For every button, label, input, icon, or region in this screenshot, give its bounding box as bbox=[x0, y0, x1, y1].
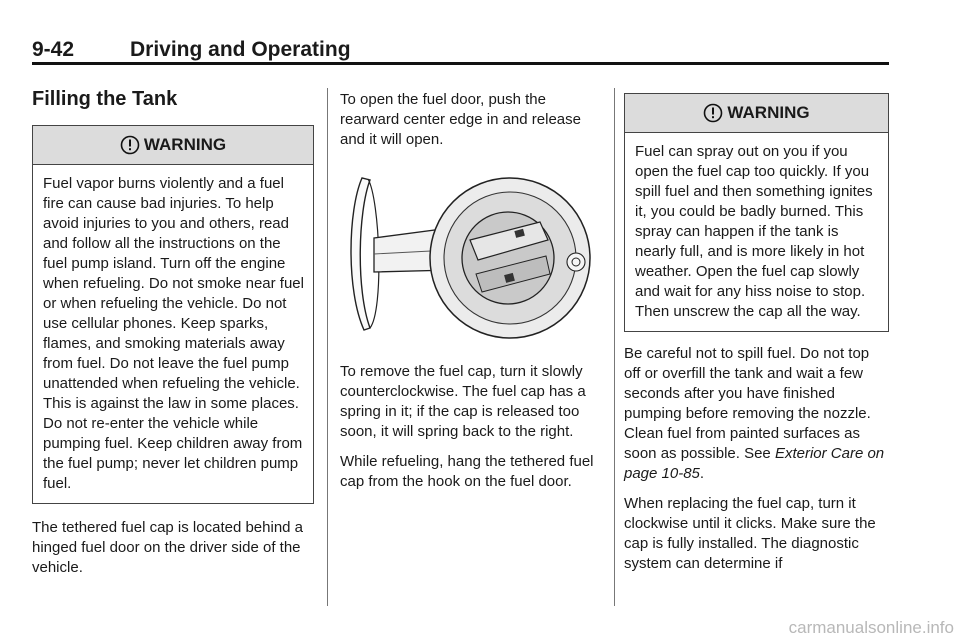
fuel-cap-location-text: The tethered fuel cap is located behind a hinged fuel door on the driver side of the vehicle. bbox=[32, 519, 304, 576]
watermark: carmanualsonline.info bbox=[788, 618, 954, 637]
column-2 bbox=[340, 88, 605, 502]
column-divider-2 bbox=[614, 88, 615, 606]
warning-label: WARNING bbox=[727, 103, 810, 122]
warning-label: WARNING bbox=[143, 135, 227, 154]
page-header bbox=[32, 38, 889, 64]
spill-fuel-text: Be careful not to spill fuel. Do not top off or overfill the tank and wait a few seconds after you have finished pumping before removing the nozzle. Clean fuel from painted surfaces as soon as possible. See Exterior Care on page 10-85. bbox=[624, 345, 885, 482]
column-3 bbox=[624, 93, 889, 584]
column-divider-1 bbox=[327, 88, 328, 606]
column-1 bbox=[32, 88, 314, 588]
warning-text: Fuel can spray out on you if you open the fuel cap too quickly. If you spill fuel and then something ignites it, you could be badly burned. This spray can happen if the tank is nearly full, and is more likely in hot weather. Open the fuel cap slowly and wait for any hiss noise to stop. Then unscrew the cap all the way. bbox=[635, 143, 873, 320]
fuel-door-illustration bbox=[340, 170, 605, 340]
remove-fuel-cap-text: To remove the fuel cap, turn it slowly counterclockwise. The fuel cap has a spring in it; if the cap is released too soon, it will spring back to the right. bbox=[340, 363, 586, 440]
chapter-title: Driving and Operating bbox=[130, 38, 351, 61]
header-rule bbox=[32, 62, 889, 65]
replace-fuel-cap-text: When replacing the fuel cap, turn it clockwise until it clicks. Make sure the cap is fully installed. The diagnostic system can determine if bbox=[624, 495, 876, 572]
warning-icon bbox=[703, 103, 723, 123]
open-fuel-door-text: To open the fuel door, push the rearward center edge in and release and it will open. bbox=[340, 91, 581, 148]
warning-header bbox=[625, 94, 888, 133]
warning-box-fuel-spray bbox=[624, 93, 889, 332]
warning-text: Fuel vapor burns violently and a fuel fire can cause bad injuries. To help avoid injuries to you and others, read and follow all the instructions on the fuel pump island. Turn off the engine when refueling. Do not smoke near fuel or when refueling the vehicle. Do not use cellular phones. Keep sparks, flames, and smoking materials away from fuel. Do not leave the fuel pump unattended when refueling the vehicle. This is against the law in some places. Do not re-enter the vehicle while pumping fuel. Keep children away from the fuel pump; never let children pump fuel. bbox=[43, 175, 304, 492]
warning-box-fuel-vapor bbox=[32, 125, 314, 504]
page-number: 9-42 bbox=[32, 38, 75, 61]
hang-fuel-cap-text: While refueling, hang the tethered fuel cap from the hook on the fuel door. bbox=[340, 453, 594, 490]
section-title: Filling the Tank bbox=[32, 88, 178, 110]
exterior-care-link[interactable]: Exterior Care on page 10-85 bbox=[624, 445, 885, 482]
warning-header bbox=[33, 126, 313, 165]
warning-icon bbox=[120, 135, 140, 155]
